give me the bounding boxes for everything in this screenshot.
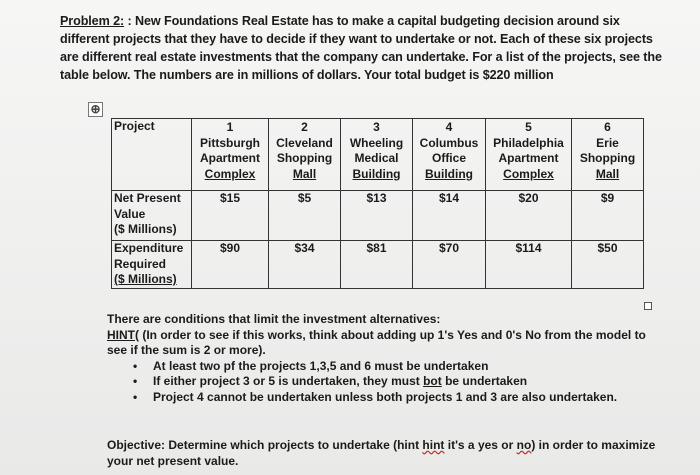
npv-cell: $13 xyxy=(341,191,413,241)
expenditure-cell: $34 xyxy=(269,241,341,289)
table-resize-handle[interactable] xyxy=(644,302,652,310)
npv-cell: $9 xyxy=(572,191,644,241)
expenditure-cell: $81 xyxy=(341,241,413,289)
expenditure-row-label: Expenditure Required ($ Millions) xyxy=(112,241,192,289)
objective-paragraph: Objective: Determine which projects to undertake (hint hint it's a yes or no) in order to maximize your net present value. xyxy=(107,438,656,468)
expenditure-cell: $90 xyxy=(192,241,269,289)
table-move-handle-icon[interactable]: ⊕ xyxy=(88,102,103,117)
problem-text: : New Foundations Real Estate has to make a capital budgeting decision around six different projects that they have to decide if they want to undertake or not. Each of these six projects are different real estate investments that the company can undertake. For a list of the projects, see the table below. The numbers are in millions of dollars. Your total budget is $220 million xyxy=(60,14,662,82)
hint-paragraph xyxy=(107,328,667,359)
list-item: • At least two pf the projects 1,3,5 and 6 must be undertaken xyxy=(133,358,489,373)
bullet-icon: • xyxy=(133,358,138,373)
table-row xyxy=(112,191,644,241)
npv-cell: $14 xyxy=(413,191,486,241)
expenditure-cell: $50 xyxy=(572,241,644,289)
project-3-header: 3 Wheeling Medical Building xyxy=(341,119,413,191)
project-1-header: 1 Pittsburgh Apartment Complex xyxy=(192,119,269,191)
npv-cell: $20 xyxy=(486,191,572,241)
problem-label: Problem 2: xyxy=(60,14,125,28)
table-row xyxy=(112,119,644,191)
problem-statement xyxy=(60,12,670,84)
bullet-icon: • xyxy=(133,389,138,404)
project-5-header: 5 Philadelphia Apartment Complex xyxy=(486,119,572,191)
conditions-intro: There are conditions that limit the investment alternatives: xyxy=(107,312,441,326)
spelling-marked-word: no xyxy=(516,438,532,452)
hint-text: (In order to see if this works, think about adding up 1's Yes and 0's No from the model to see if the sum is 2 or more). xyxy=(107,327,646,357)
npv-row-label: Net Present Value ($ Millions) xyxy=(112,191,192,241)
expenditure-cell: $70 xyxy=(413,241,486,289)
list-item: • If either project 3 or 5 is undertaken, they must bot be undertaken xyxy=(133,374,528,388)
expenditure-cell: $114 xyxy=(486,241,572,289)
bullet-icon: • xyxy=(133,374,138,388)
spelling-marked-word: bot xyxy=(423,374,442,388)
table-header-project: Project xyxy=(112,119,192,191)
npv-cell: $15 xyxy=(192,191,269,241)
conditions-list xyxy=(107,359,667,406)
list-item: • Project 4 cannot be undertaken unless both projects 1 and 3 are also undertaken. xyxy=(133,389,618,404)
hint-label: HINT( xyxy=(107,327,139,342)
npv-cell: $5 xyxy=(269,191,341,241)
projects-table xyxy=(111,118,644,289)
spelling-marked-word: hint xyxy=(422,438,445,452)
project-2-header: 2 Cleveland Shopping Mall xyxy=(269,119,341,191)
table-row xyxy=(112,241,644,289)
project-4-header: 4 Columbus Office Building xyxy=(413,119,486,191)
conditions-section xyxy=(107,312,667,405)
project-6-header: 6 Erie Shopping Mall xyxy=(572,119,644,191)
